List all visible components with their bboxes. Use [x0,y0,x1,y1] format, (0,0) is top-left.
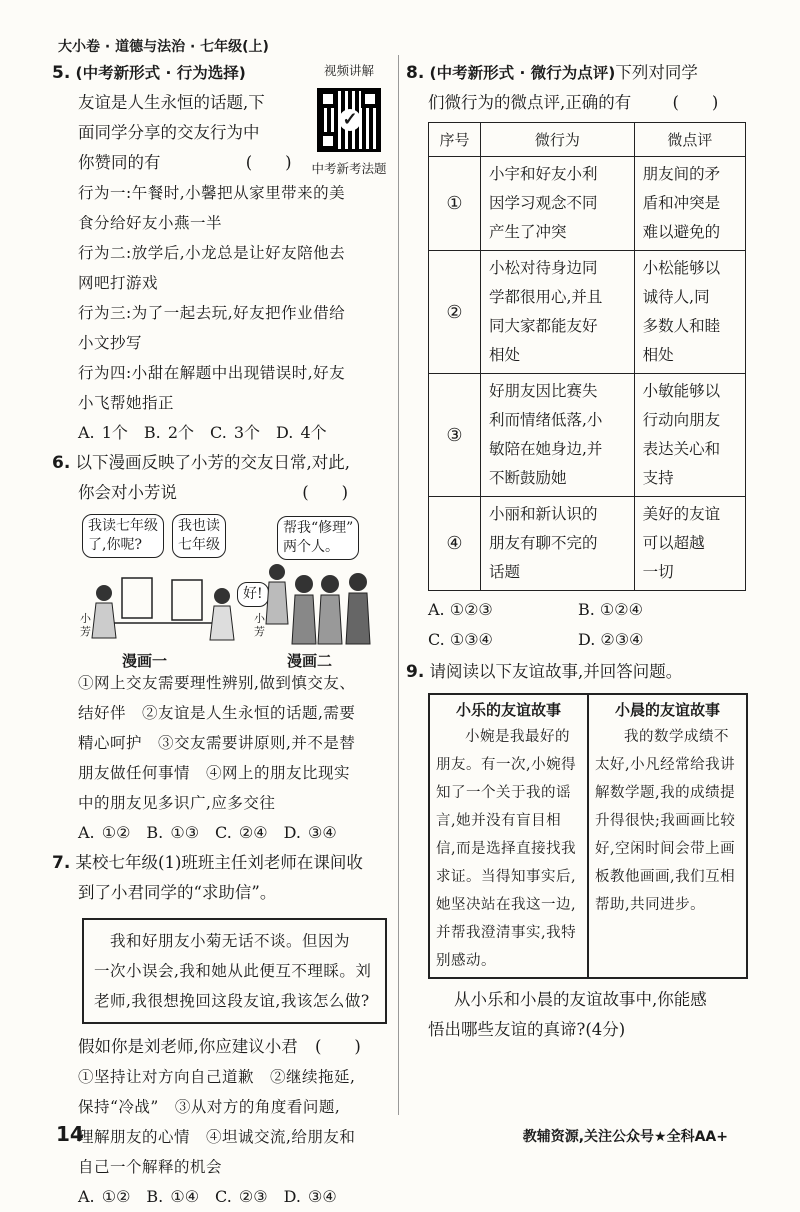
column-divider [398,55,399,1115]
question-8: 8. (中考新形式 · 微行为点评)下列对同学 们微行为的微点评,正确的有 ( ) 序号 微行为 微点评 ① 小宇和好友小利 因学习观念不同 产生了冲突 朋友间的矛 盾和冲突是 难以避免的 ② 小松对待身边同 学都很用心,并且 同大家都能友好 相处 小松能够以 诚待人,同 多数人和睦 相处 ③ 好朋友因比赛失 利而情绪低落,小 敏陪在她身边,并 不断鼓励她 小敏能够以 行动向朋友 表达关心和 支持 ④ 小丽和新认识的 朋友有聊不完的 话题 美好的友谊 可以超越 一切 A. ①②③ B. ①②④ C. ①③④ D. ②③④ [406,58,746,655]
page-footer: 教辅资源,关注公众号★全科AA+ [522,1129,728,1145]
answer-options[interactable]: A. ①② B. ①③ C. ②④ D. ③④ [78,823,337,842]
table-row: ③ 好朋友因比赛失 利而情绪低落,小 敏陪在她身边,并 不断鼓励她 小敏能够以 行动向朋友 表达关心和 支持 [429,374,746,497]
behavior-item: 行为二:放学后,小龙总是让好友陪他去 [78,244,346,262]
story-xiaochen: 小晨的友谊故事 我的数学成绩不太好,小凡经常给我讲解数学题,我的成绩提升得很快;我画画比较好,空闲时间会带上画板教他画画,我们互相帮助,共同进步。 [587,695,746,977]
comic-two-illustration [262,554,382,654]
speech-bubble: 好! [237,582,269,607]
question-stem-line: 们微行为的微点评,正确的有 [428,93,632,112]
question-number: 8. [406,63,425,83]
question-stem-line: 友谊是人生永恒的话题,下 [78,93,265,112]
question-tag: (中考新形式 · 行为选择) [75,64,246,82]
speech-bubble: 帮我“修理” 两个人。 [277,516,359,560]
story-xiaole: 小乐的友谊故事 小婉是我最好的朋友。有一次,小婉得知了一个关于我的谣言,她并没有盲目相信,而是选择直接找我求证。当得知事实后,她坚决站在我这一边,并帮我澄清事实,我特别感动。 [436,701,577,969]
choice-list: ①坚持让对方向自己道歉 ②继续拖延, 保持“冷战” ③从对方的角度看问题, 理解朋友的心情 ④坦诚交流,给朋友和 自己一个解释的机会 [78,1068,356,1176]
question-9 [406,657,746,1045]
comic-one-illustration [82,558,242,648]
answer-paren[interactable]: ( ) [245,153,292,172]
question-5 [52,58,387,448]
answer-options[interactable]: A. ①②③ B. ①②④ C. ①③④ D. ②③④ [428,600,644,649]
question-number: 7. [52,853,71,873]
qr-subtitle: 中考新考法题 [311,161,387,176]
behavior-item: 行为一:午餐时,小馨把从家里带来的美 [78,184,346,202]
page-header: 大小卷 · 道德与法治 · 七年级(上) [58,39,269,55]
question-ask: 假如你是刘老师,你应建议小君 [78,1037,298,1056]
table-row: ④ 小丽和新认识的 朋友有聊不完的 话题 美好的友谊 可以超越 一切 [429,497,746,591]
comic-strip [52,514,387,670]
question-6 [52,448,387,848]
answer-options[interactable]: A. 1个 B. 2个 C. 3个 D. 4个 [78,423,327,442]
speech-bubble: 我也读 七年级 [172,514,226,558]
question-prompt: 从小乐和小晨的友谊故事中,你能感 [454,990,707,1009]
question-prompt: 悟出哪些友谊的真谛?(4分) [428,1020,626,1039]
table-header: 微点评 [634,123,745,157]
question-stem-line: 你会对小芳说 [78,483,177,502]
question-tag: (中考新形式 · 微行为点评) [429,64,616,82]
table-row: ① 小宇和好友小利 因学习观念不同 产生了冲突 朋友间的矛 盾和冲突是 难以避免的 [429,157,746,251]
behavior-item: 小飞帮她指正 [78,394,175,412]
question-stem-line: 请阅读以下友谊故事,并回答问题。 [429,662,683,681]
speech-bubble: 我读七年级 了,你呢? [82,514,164,558]
answer-paren[interactable]: ( ) [672,93,719,112]
question-stem-line: 到了小君同学的“求助信”。 [78,883,277,902]
behavior-comment-table [428,122,746,591]
comic-caption: 漫画一 [122,652,168,670]
question-stem-line: 某校七年级(1)班班主任刘老师在课间收 [75,853,363,872]
question-number: 5. [52,63,71,83]
qr-code-block[interactable] [309,56,389,184]
behavior-item: 行为四:小甜在解题中出现错误时,好友 [78,364,346,382]
friendship-stories [428,693,748,979]
right-column [406,58,746,1045]
table-header: 微行为 [481,123,635,157]
table-row: ② 小松对待身边同 学都很用心,并且 同大家都能友好 相处 小松能够以 诚待人,同 多数人和睦 相处 [429,251,746,374]
qr-title: 视频讲解 [323,63,374,78]
question-stem-line: 你赞同的有 ( ) [78,153,292,172]
question-stem-line: 面同学分享的交友行为中 [78,123,260,142]
answer-paren[interactable]: ( ) [315,1037,361,1056]
help-letter: 我和好朋友小菊无话不谈。但因为 一次小误会,我和她从此便互不理睬。刘 老师,我很想挽回这段友谊,我该怎么做? [82,918,387,1024]
qr-code-icon[interactable] [317,88,381,152]
table-header: 序号 [429,123,481,157]
character-name: 小芳 [80,612,91,638]
behavior-list [52,178,387,418]
question-number: 9. [406,662,425,682]
character-name: 小芳 [254,612,265,638]
choice-list: ①网上交友需要理性辨别,做到慎交友、 结好伴 ②友谊是人生永恒的话题,需要 精心呵护 ③交友需要讲原则,并不是替 朋友做任何事情 ④网上的朋友比现实 中的朋友见多识广,应多交往 [78,674,356,812]
behavior-item: 食分给好友小燕一半 [78,214,223,232]
behavior-item: 网吧打游戏 [78,274,159,292]
left-column [52,58,387,1212]
answer-paren[interactable]: ( ) [302,483,349,502]
answer-options[interactable]: A. ①② B. ①④ C. ②③ D. ③④ [78,1187,337,1206]
question-7 [52,848,387,1212]
behavior-item: 小文抄写 [78,334,143,352]
question-number: 6. [52,453,71,473]
comic-caption: 漫画二 [287,652,333,670]
question-stem-line: 以下漫画反映了小芳的交友日常,对此, [75,453,351,472]
behavior-item: 行为三:为了一起去玩,好友把作业借给 [78,304,346,322]
page-number: 14 [56,1122,84,1146]
checkmark-icon: ✓ [339,109,361,131]
